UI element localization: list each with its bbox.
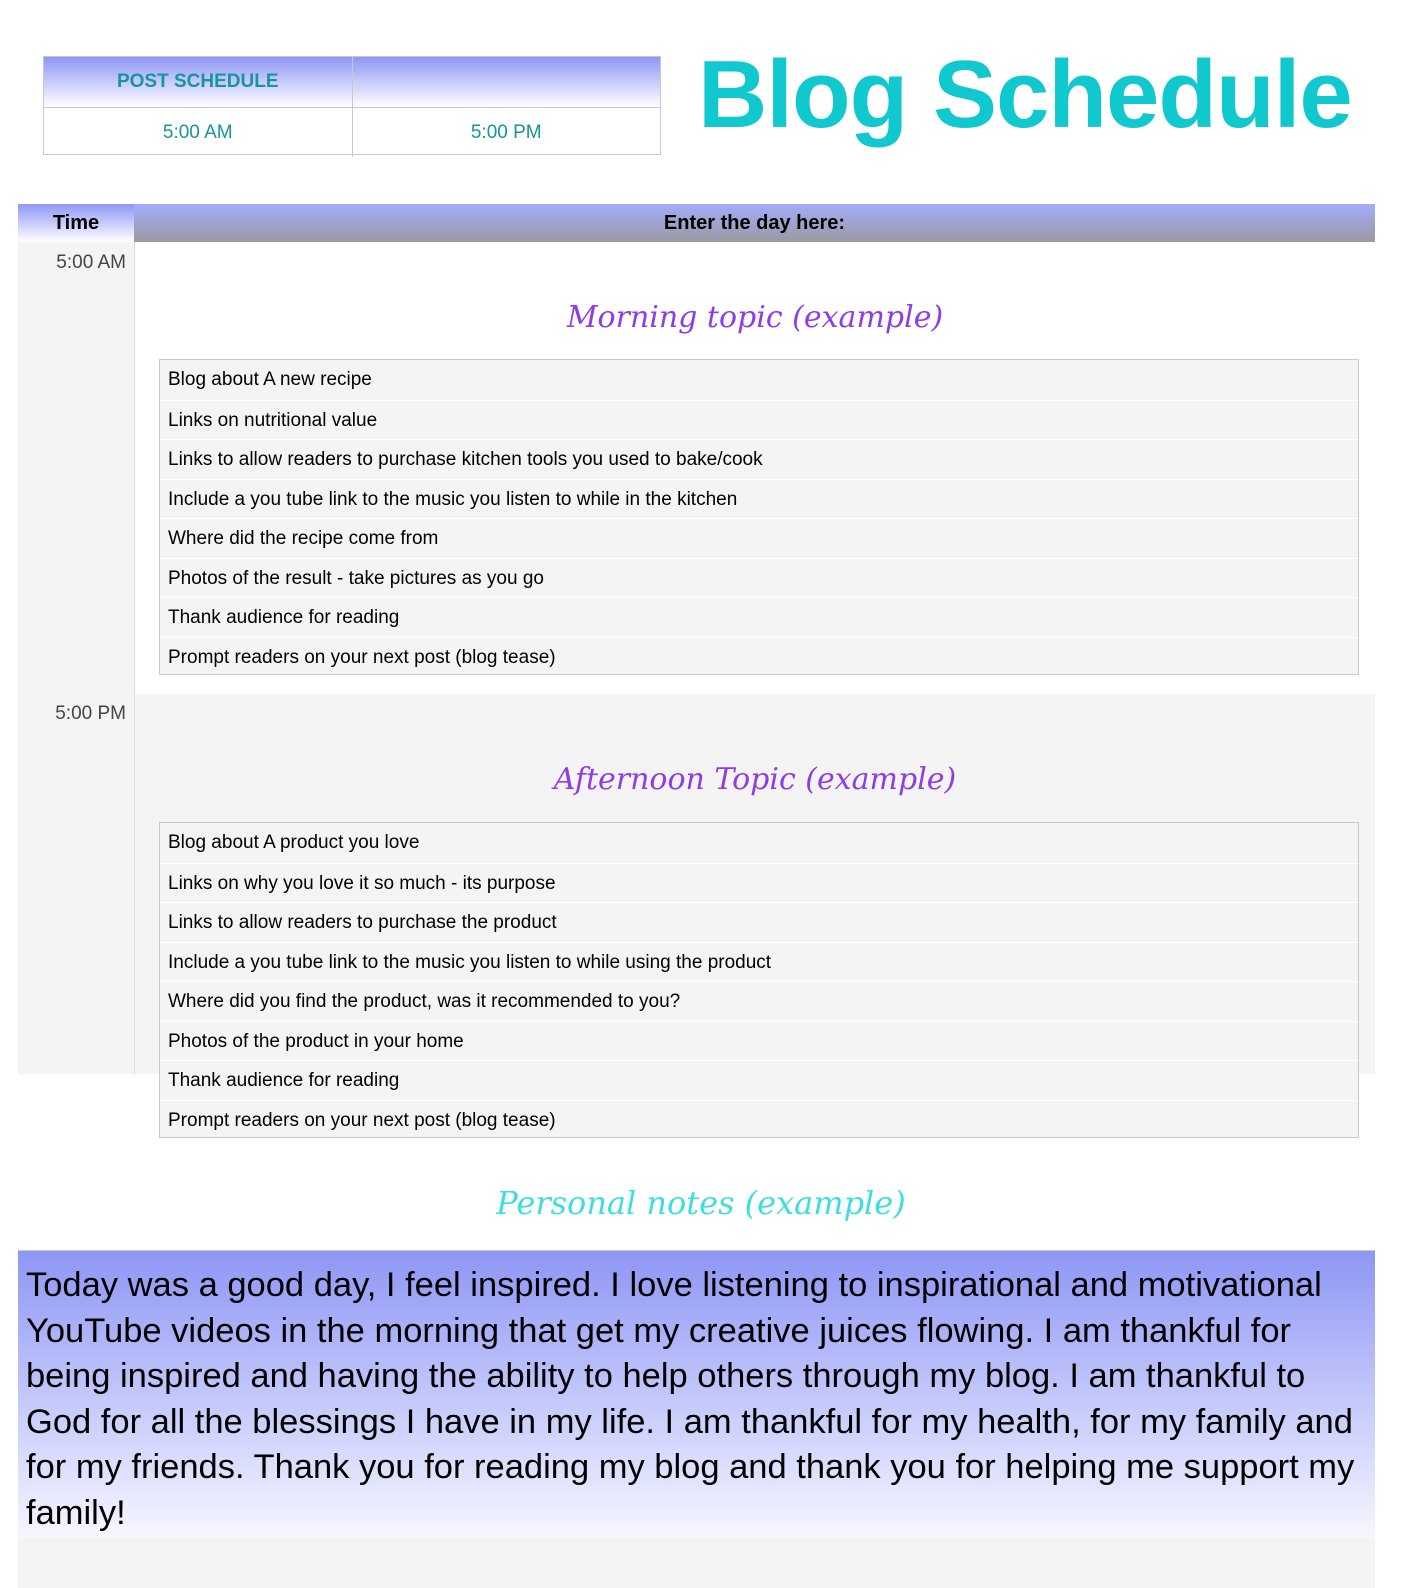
time-column-header[interactable]: Time [18,204,134,242]
notes-empty-row[interactable] [18,1538,1375,1588]
schedule-header-row [18,204,1375,242]
time-column [18,242,135,1074]
notes-heading[interactable]: Personal notes (example) [496,1184,906,1222]
morning-topic-heading[interactable]: Morning topic (example) [566,300,944,335]
task-item[interactable]: Thank audience for reading [160,1060,1358,1100]
notes-text-box[interactable]: Today was a good day, I feel inspired. I love listening to inspirational and motivational YouTube videos in the morning that get my creative juices flowing. I am thankful for being inspired and having the ability to help others through my blog. I am thankful to God for all the blessings I have in my life. I am thankful for my health, for my family and for my friends. Thank you for reading my blog and thank you for helping me support my family! [18,1250,1375,1538]
post-schedule-header-row [44,57,660,108]
task-item[interactable]: Links on why you love it so much - its purpose [160,863,1358,903]
post-schedule-time-cell[interactable]: 5:00 PM [352,108,661,157]
task-item[interactable]: Links to allow readers to purchase kitchen tools you used to bake/cook [160,439,1358,479]
task-item[interactable]: Where did you find the product, was it recommended to you? [160,981,1358,1021]
afternoon-task-list [159,822,1359,1138]
task-item[interactable]: Photos of the product in your home [160,1021,1358,1061]
post-schedule-table [43,56,661,155]
time-slot-label: 5:00 AM [56,252,126,273]
post-schedule-time-cell[interactable]: 5:00 AM [162,121,233,143]
post-schedule-header-cell[interactable] [352,57,661,107]
page-title: Blog Schedule [698,41,1352,148]
task-item[interactable]: Thank audience for reading [160,597,1358,637]
morning-task-list [159,359,1359,675]
task-item[interactable]: Prompt readers on your next post (blog tease) [160,1100,1358,1140]
task-item[interactable]: Prompt readers on your next post (blog tease) [160,637,1358,677]
post-schedule-header-cell[interactable]: POST SCHEDULE [116,71,279,92]
task-item[interactable]: Photos of the result - take pictures as you go [160,558,1358,598]
post-schedule-times-row [44,108,660,157]
task-item[interactable]: Links on nutritional value [160,400,1358,440]
task-item[interactable]: Links to allow readers to purchase the product [160,902,1358,942]
task-item[interactable]: Blog about A new recipe [168,369,372,390]
day-column-header[interactable]: Enter the day here: [134,204,1375,242]
task-item[interactable]: Where did the recipe come from [160,518,1358,558]
afternoon-topic-heading[interactable]: Afternoon Topic (example) [553,762,957,797]
time-slot-label: 5:00 PM [55,703,126,724]
task-item[interactable]: Blog about A product you love [168,832,420,853]
task-item[interactable]: Include a you tube link to the music you listen to while using the product [160,942,1358,982]
task-item[interactable]: Include a you tube link to the music you listen to while in the kitchen [160,479,1358,519]
